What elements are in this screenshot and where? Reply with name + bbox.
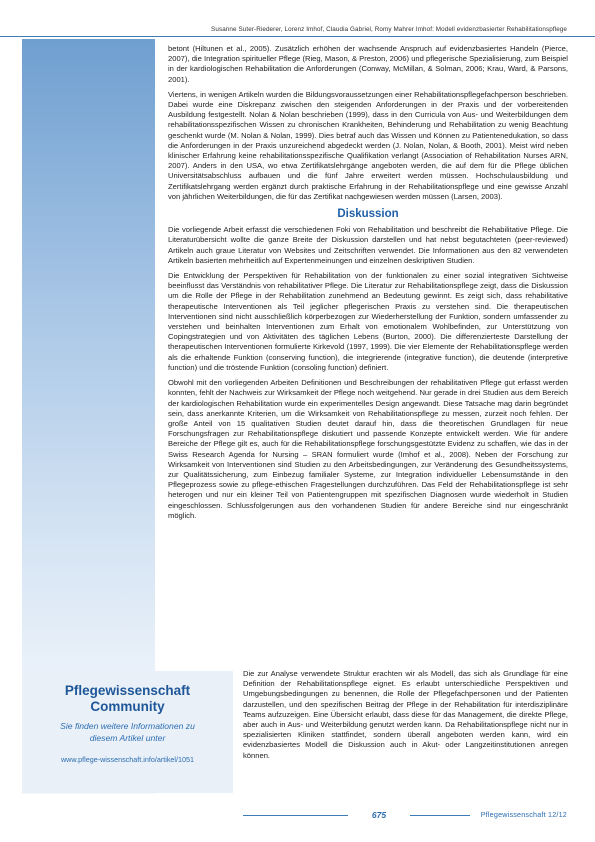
page-number: 675 — [371, 810, 387, 820]
paragraph: Viertens, in wenigen Artikeln wurden die Bildungsvoraussetzungen einer Rehabilitationspflegefachperson beschrieben. Dabei wurde eine Diskrepanz zwischen den steigenden Anforderungen in der Praxis und der vorbereitenden Ausbildung festgestellt. Nolan & Nolan beschrieben (1999), dass in den Curricula von Aus- und Weiterbildungen dem rehabilitationsspezifischen Wissen zu chronischen Krankheiten, Behinderung und Rehabilitation zu wenig Beachtung geschenkt wurde (M. Nolan & Nolan, 1999). Dies betraf auch das Wissen und Können zu Patientenedukation, so dass die Anforderungen in der Praxis unzureichend abgedeckt werden (J. Nolan, Nolan, & Booth, 2001). Meist wird neben klinischer Erfahrung keine rehabilitationsspezifische Qualifikation verlangt (Association of Rehabilitation Nurses ARN, 2007). Anders in den USA, wo etwa Zertifikatslehrgänge angeboten werden, die auf dem für die Pflege üblichen Universitätsabschluss aufbauen und die fünf Jahre erweitert werden müssen. Hochschulausbildung und Zertifikatslehrgang werden ergänzt durch praktische Erfahrung in der Rehabilitationspflege und eine gewisse Anzahl von jährlichen Weiterbildungen, die für das Zertifikat nachgewiesen werden müssen (Larsen, 2003). — [168, 89, 568, 201]
running-head: Susanne Suter-Riederer, Lorenz Imhof, Claudia Gabriel, Romy Mahrer Imhof: Modell evidenzbasierter Rehabilitationspflege — [211, 26, 567, 33]
footer-rule — [410, 815, 470, 816]
paragraph: Die zur Analyse verwendete Struktur erachten wir als Modell, das sich als Grundlage für eine Definition der Rehabilitationspflege eignet. Es erlaubt unterschiedliche Perspektiven und Umgebungsbedingungen zu benennen, die Rolle der Pflegefachpersonen und der Patienten darzustellen, und den spezifischen Beitrag der Pflege in der Rehabilitation für interdisziplinäre Teams aufzuzeigen. Eine Übersicht erlaubt, dass diese für das Management, die direkte Pflege, aber auch in Aus- und Weiterbildung genutzt werden kann. Da Rehabilitationspflege nicht nur in spezialisierten Kliniken stattfindet, sondern überall angeboten werden kann, wird ein evidenzbasiertes Modell die Diskussion auch in Akut- oder Langzeitinstitutionen anregen können. — [243, 669, 568, 760]
infobox-subtitle-line2: diesem Artikel unter — [89, 733, 166, 743]
community-infobox — [22, 671, 233, 793]
header-rule — [0, 36, 595, 37]
paragraph: Die Entwicklung der Perspektiven für Rehabilitation von der funktionalen zu einer sozial integrativen Sichtweise beeinflusst das Verständnis von rehabilitativer Pflege. Die Literatur zur Rehabilitationspflege zeigt, dass die Diskussion um die Rolle der Pflege in der Rehabilitation zunehmend an Bedeutung gewinnt. Es zeigt sich, dass rehabilitative therapeutische Interventionen als Teil jeglicher pflegerischen Praxis zu verstehen sind. Die therapeutischen Interventionen sind nicht ausschließlich körperbezogen zur Wiederherstellung der Funktion, sondern umfassender zu verstehen und beinhalten Interventionen zum Erhalt von emotionalem Wohlbefinden, zur Unterstützung von Copingstrategien und von Aktivitäten des täglichen Lebens (Burton, 2000). Die differenzierteste Darstellung der therapeutischen Interventionen formulierte Kirkevold (1997, 1999). Die vier Elemente der Rehabilitationspflege werden als die erhaltende Funktion (conserving function), die integrierende (integrative function), die deutende (interpretive function) und die tröstende Funktion (consoling function) definiert. — [168, 271, 568, 372]
paragraph: Obwohl mit den vorliegenden Arbeiten Definitionen und Beschreibungen der rehabilitativen Pflege gut erfasst werden konnten, fehlt der Nachweis zur Wirksamkeit der Pflege noch weitgehend. Nur gerade in drei Studien aus dem Bereich der kardiologischen Rehabilitation wurde ein experimentelles Design angewandt. Diese Tatsache mag darin begründet sein, dass anerkannte Kriterien, um die Wirksamkeit von Rehabilitationspflege zu messen, zurzeit noch fehlen. Der große Anteil von 15 qualitativen Studien deutet darauf hin, dass die theoretischen Grundlagen für neue Forschungsfragen zur Rehabilitationspflege diskutiert und passende Konzepte entwickelt werden. Wie für andere Bereiche der Pflege gilt es, auch für die Rehabilitationspflege forschungsgestützte Evidenz zu schaffen, wie das in der Swiss Research Agenda for Nursing – SRAN formuliert wurde (Imhof et al., 2008). Neben der Forschung zur Wirksamkeit von Interventionen sind Studien zu den Arbeitsbedingungen, zur Veränderung des Gesundheitssystems, zur Qualitätssicherung, zum Einbezug familialer Systeme, zur Integration individueller Lebensumstände in den Pflegeprozess sowie zu pflege-ethischen Fragestellungen durchzuführen. Das Feld der Rehabilitationspflege ist sehr heterogen und nur ein kleiner Teil von Patientengruppen mit spezifischen Diagnosen wurde wiederholt in Studien eingeschlossen. Schlussfolgerungen aus den vorhandenen Studien für andere Bereiche sind nur eingeschränkt möglich. — [168, 378, 568, 520]
page-header — [0, 22, 595, 36]
paragraph: Die vorliegende Arbeit erfasst die verschiedenen Foki von Rehabilitation und beschreibt die Rehabilitative Pflege. Die Literaturübersicht wollte die ganze Breite der Diskussion darstellen und hat nebst begutachteten (peer-reviewed) Artikeln auch graue Literatur von Websites und Zeitschriften verwendet. Die Informationen aus den 82 verwendeten Artikeln basierten mehrheitlich auf Expertenmeinungen und einzelnen deskriptiven Studien. — [168, 225, 568, 265]
footer-rule — [243, 815, 348, 816]
infobox-link[interactable]: www.pflege-wissenschaft.info/artikel/1051 — [60, 755, 195, 764]
infobox-title-line2: Community — [90, 699, 165, 714]
lower-text-column — [243, 669, 568, 761]
paragraph: betont (Hiltunen et al., 2005). Zusätzlich erhöhen der wachsende Anspruch auf evidenzbasiertes Handeln (Pierce, 2007), die Integration spiritueller Pflege (Rieg, Mason, & Preston, 2006) und pflegerische Spezialisierung, zum Beispiel in der kardiologischen Rehabilitation die Anforderungen (Conway, McMillan, & Solman, 2006; Krau, Ward, & Parsons, 2001). — [168, 44, 568, 84]
journal-issue: Pflegewissenschaft 12/12 — [480, 810, 567, 819]
section-heading: Diskussion — [337, 208, 399, 221]
infobox-subtitle: Sie finden weitere Informationen zu — [60, 721, 195, 731]
infobox-title: Pflegewissenschaft — [64, 683, 191, 698]
main-text-column — [168, 44, 568, 526]
